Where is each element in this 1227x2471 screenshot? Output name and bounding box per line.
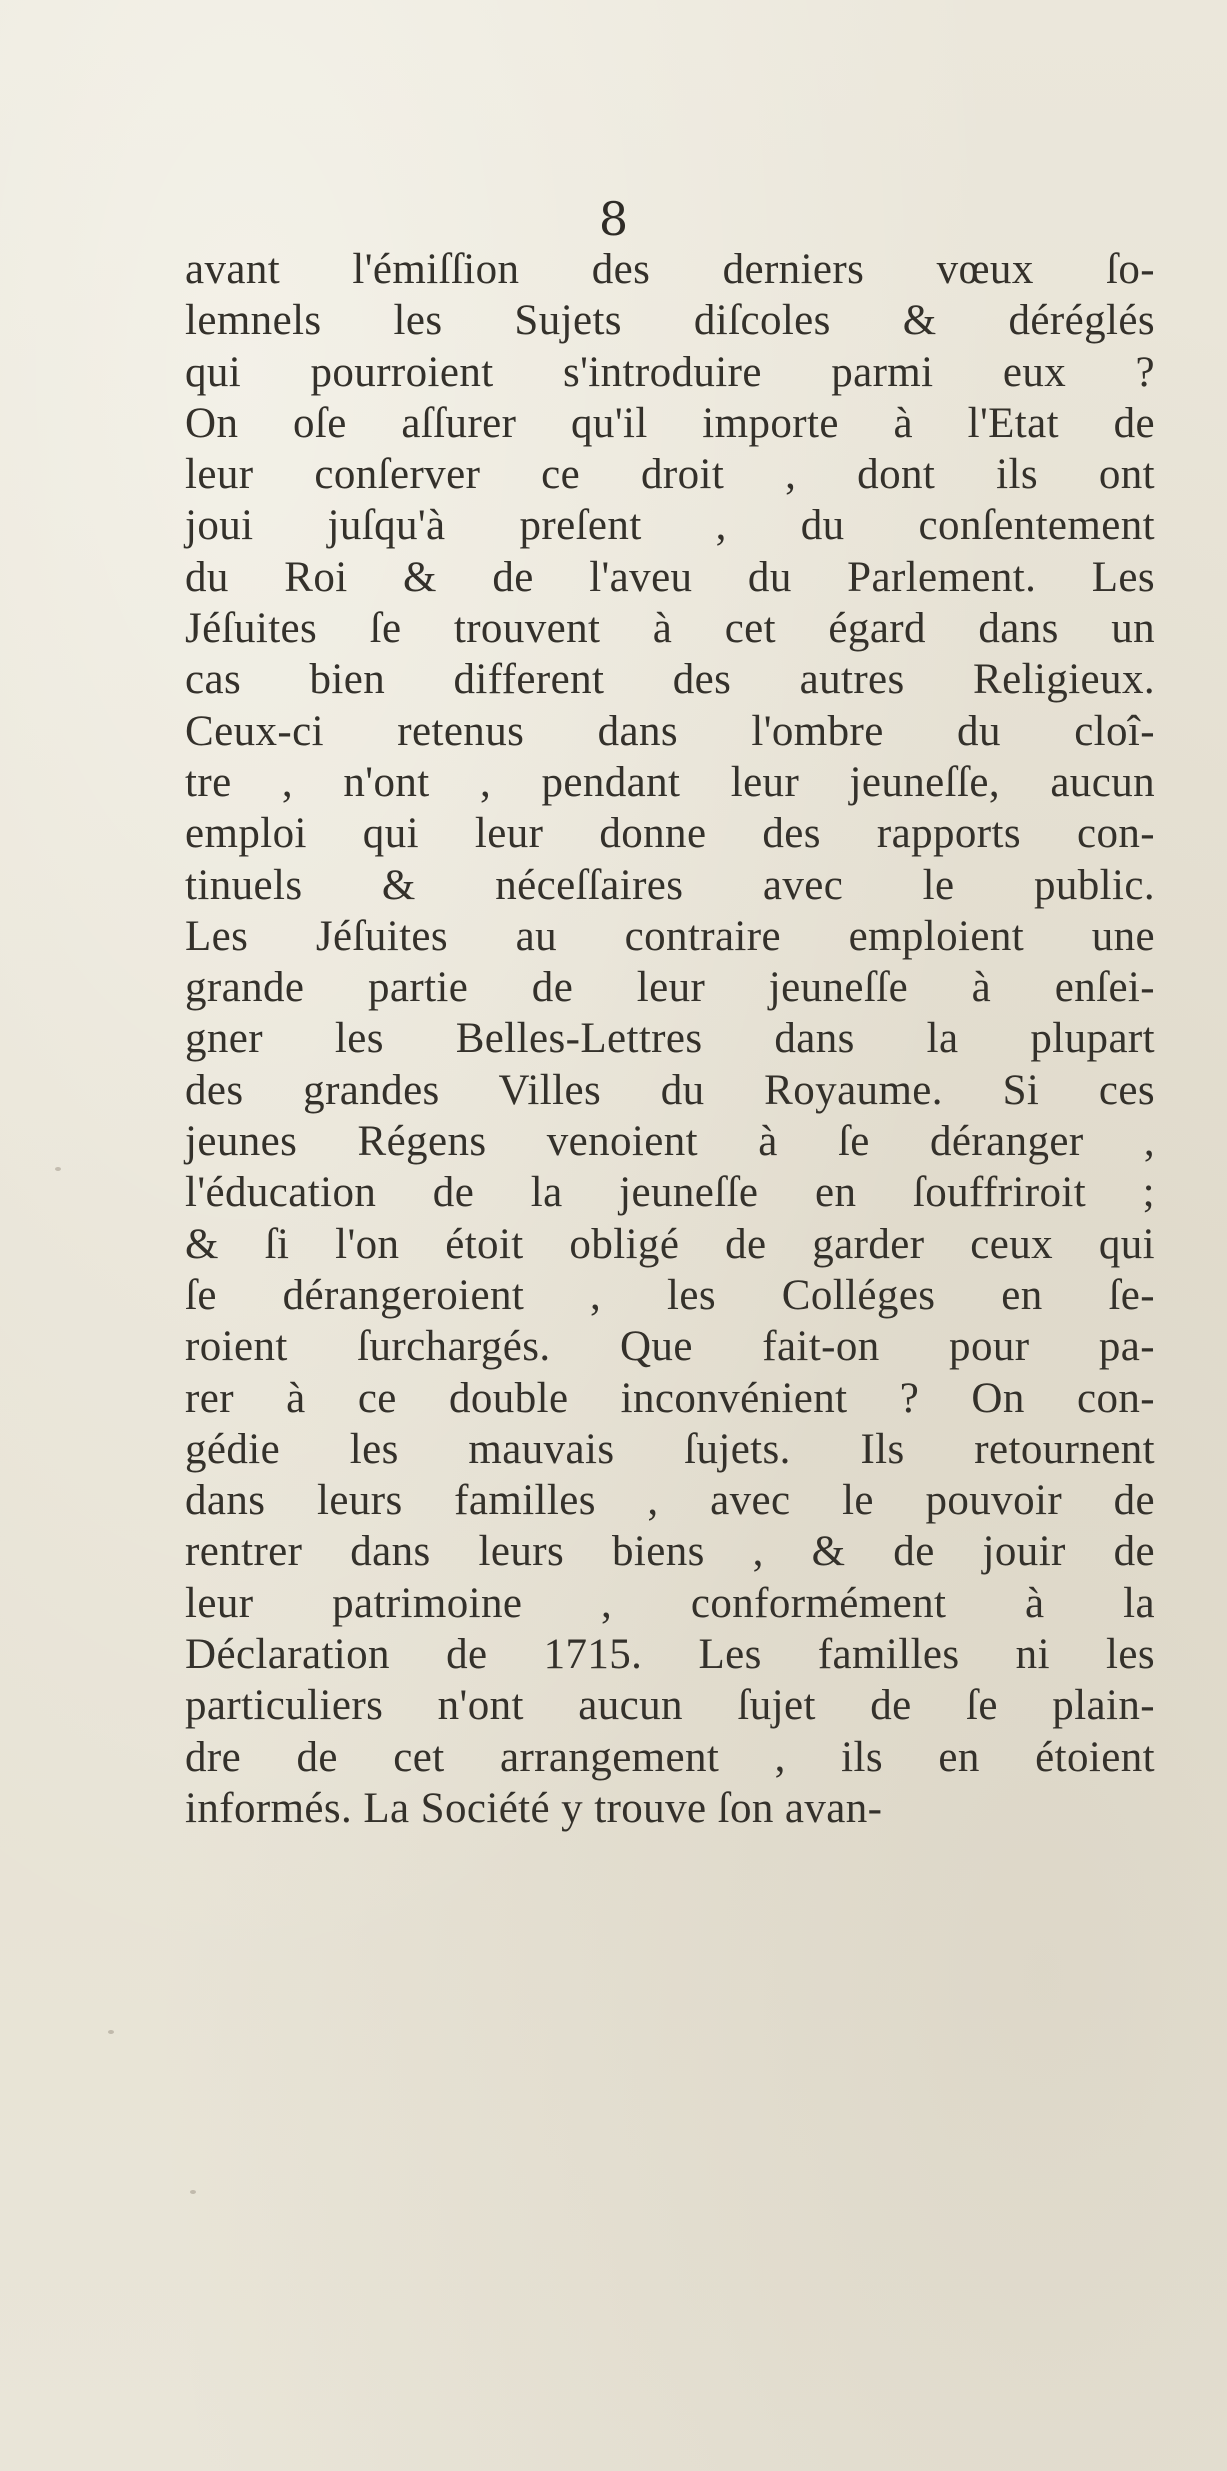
text-line: & ſi l'on étoit obligé de garder ceux qui — [185, 1220, 1155, 1268]
body-text — [185, 244, 1155, 1834]
text-line: Jéſuites ſe trouvent à cet égard dans un — [185, 605, 1155, 653]
text-line: qui pourroient s'introduire parmi eux ? — [185, 348, 1155, 396]
text-line: dre de cet arrangement , ils en étoient — [185, 1733, 1155, 1781]
text-line: roient ſurchargés. Que fait-on pour pa- — [185, 1323, 1155, 1371]
text-line: cas bien different des autres Religieux. — [185, 656, 1155, 704]
text-line: rentrer dans leurs biens , & de jouir de — [185, 1528, 1155, 1576]
text-line: leur patrimoine , conformément à la — [185, 1579, 1155, 1627]
text-line: des grandes Villes du Royaume. Si ces — [185, 1066, 1155, 1114]
text-line: tre , n'ont , pendant leur jeuneſſe, aucun — [185, 758, 1155, 806]
text-line: gédie les mauvais ſujets. Ils retournent — [185, 1425, 1155, 1473]
text-line: On oſe aſſurer qu'il importe à l'Etat de — [185, 399, 1155, 447]
text-line: lemnels les Sujets diſcoles & déréglés — [185, 297, 1155, 345]
page-number: 8 — [598, 192, 629, 246]
paper-speck — [108, 2030, 114, 2034]
text-line: gner les Belles-Lettres dans la plupart — [185, 1015, 1155, 1063]
text-line: emploi qui leur donne des rapports con- — [185, 810, 1155, 858]
text-line: rer à ce double inconvénient ? On con- — [185, 1374, 1155, 1422]
paper-speck — [190, 2190, 196, 2194]
text-line: Les Jéſuites au contraire emploient une — [185, 912, 1155, 960]
text-line: joui juſqu'à preſent , du conſentement — [185, 502, 1155, 550]
text-line: dans leurs familles , avec le pouvoir de — [185, 1477, 1155, 1525]
text-line: l'éducation de la jeuneſſe en ſouffriroit ; — [185, 1169, 1155, 1217]
text-line: tinuels & néceſſaires avec le public. — [185, 861, 1155, 909]
text-line: particuliers n'ont aucun ſujet de ſe plain- — [185, 1682, 1155, 1730]
text-line: du Roi & de l'aveu du Parlement. Les — [185, 553, 1155, 601]
text-line: informés. La Société y trouve ſon avan- — [185, 1784, 883, 1832]
text-line: grande partie de leur jeuneſſe à enſei- — [185, 964, 1155, 1012]
text-line: ſe dérangeroient , les Colléges en ſe- — [185, 1271, 1155, 1319]
text-line: Ceux-ci retenus dans l'ombre du cloî- — [185, 707, 1155, 755]
text-line: jeunes Régens venoient à ſe déranger , — [185, 1118, 1155, 1166]
text-line: avant l'émiſſion des derniers vœux ſo- — [185, 246, 1155, 293]
text-line: leur conſerver ce droit , dont ils ont — [185, 451, 1155, 499]
paper-speck — [55, 1167, 61, 1171]
text-line: Déclaration de 1715. Les familles ni les — [185, 1631, 1155, 1679]
